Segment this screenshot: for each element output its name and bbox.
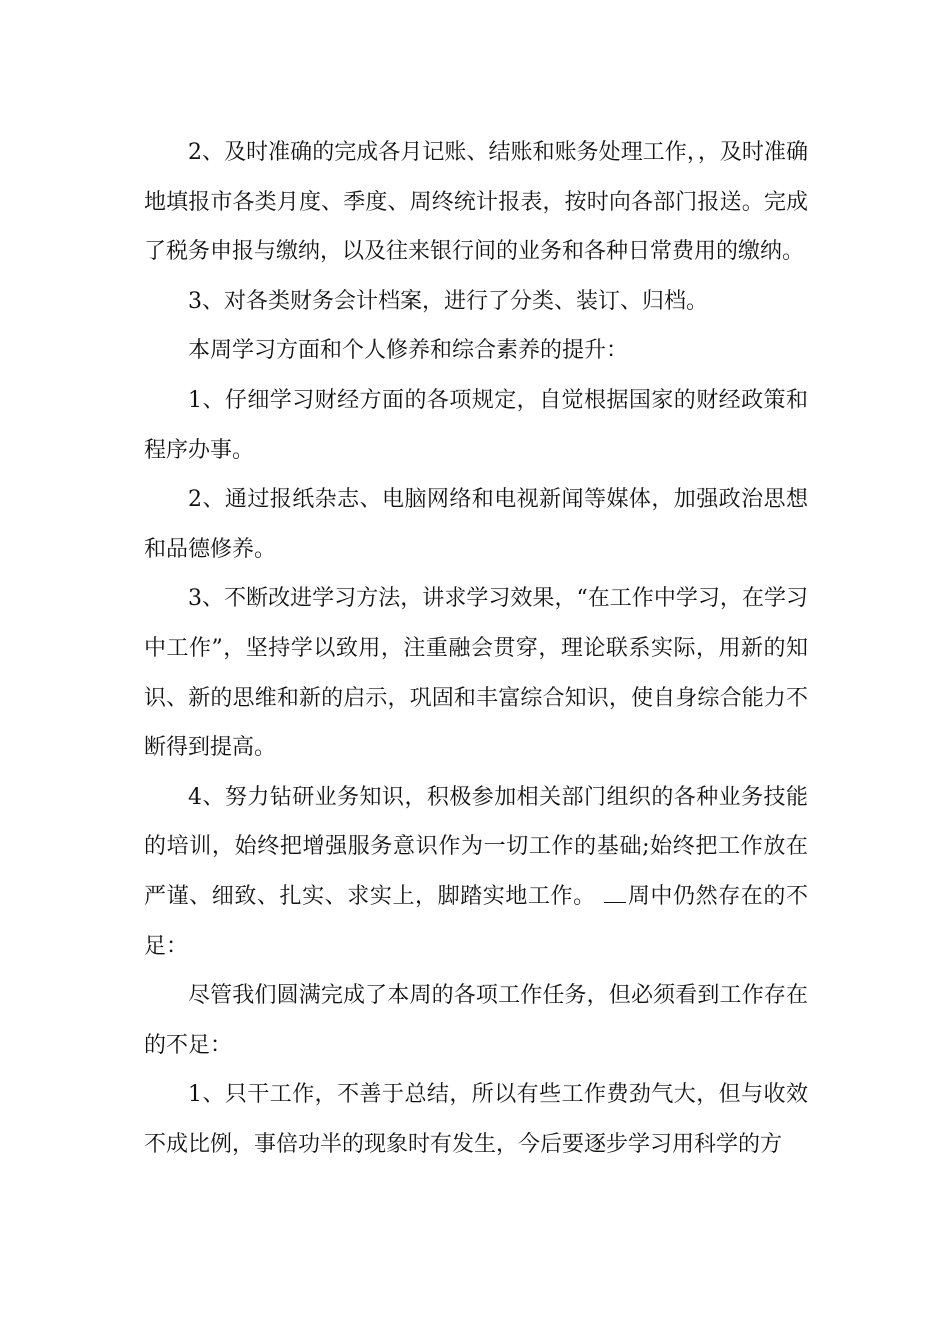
paragraph-shortcomings-lead: 周中仍然存在的不足： xyxy=(144,883,808,959)
paragraph-archives: 3、对各类财务会计档案，进行了分类、装订、归档。 xyxy=(188,288,708,314)
paragraph-study-methods: 3、不断改进学习方法，讲求学习效果，“在工作中学习，在学习中工作”，坚持学以致用，注重融会贯穿，理论联系实际，用新的知识、新的思维和新的启示，巩固和丰富综合知识，使自身综合能力不断得到提高。 xyxy=(144,586,808,761)
document-body xyxy=(144,128,808,1169)
paragraph-business-knowledge xyxy=(144,773,808,971)
paragraph-accounting-work: 2、及时准确的完成各月记账、结账和账务处理工作，，及时准确地填报市各类月度、季度、周终统计报表，按时向各部门报送。完成了税务申报与缴纳，以及往来银行间的业务和各种日常费用的缴纳。 xyxy=(144,140,808,265)
fill-in-blank xyxy=(604,902,626,903)
paragraph-shortcoming-1: 1、只干工作，不善于总结，所以有些工作费劲气大，但与收效不成比例，事倍功半的现象时有发生，今后要逐步学习用科学的方 xyxy=(144,1082,808,1157)
paragraph-shortcomings-intro: 尽管我们圆满完成了本周的各项工作任务，但必须看到工作存在的不足： xyxy=(144,983,808,1058)
paragraph-study-heading: 本周学习方面和个人修养和综合素养的提升： xyxy=(188,338,629,364)
paragraph-study-media: 2、通过报纸杂志、电脑网络和电视新闻等媒体，加强政治思想和品德修养。 xyxy=(144,487,808,562)
paragraph-study-rules: 1、仔细学习财经方面的各项规定，自觉根据国家的财经政策和程序办事。 xyxy=(144,387,808,463)
paragraph-business-knowledge-text: 4、努力钻研业务知识，积极参加相关部门组织的各种业务技能的培训，始终把增强服务意识作为一切工作的基础;始终把工作放在严谨、细致、扎实、求实上，脚踏实地工作。 xyxy=(144,784,808,909)
